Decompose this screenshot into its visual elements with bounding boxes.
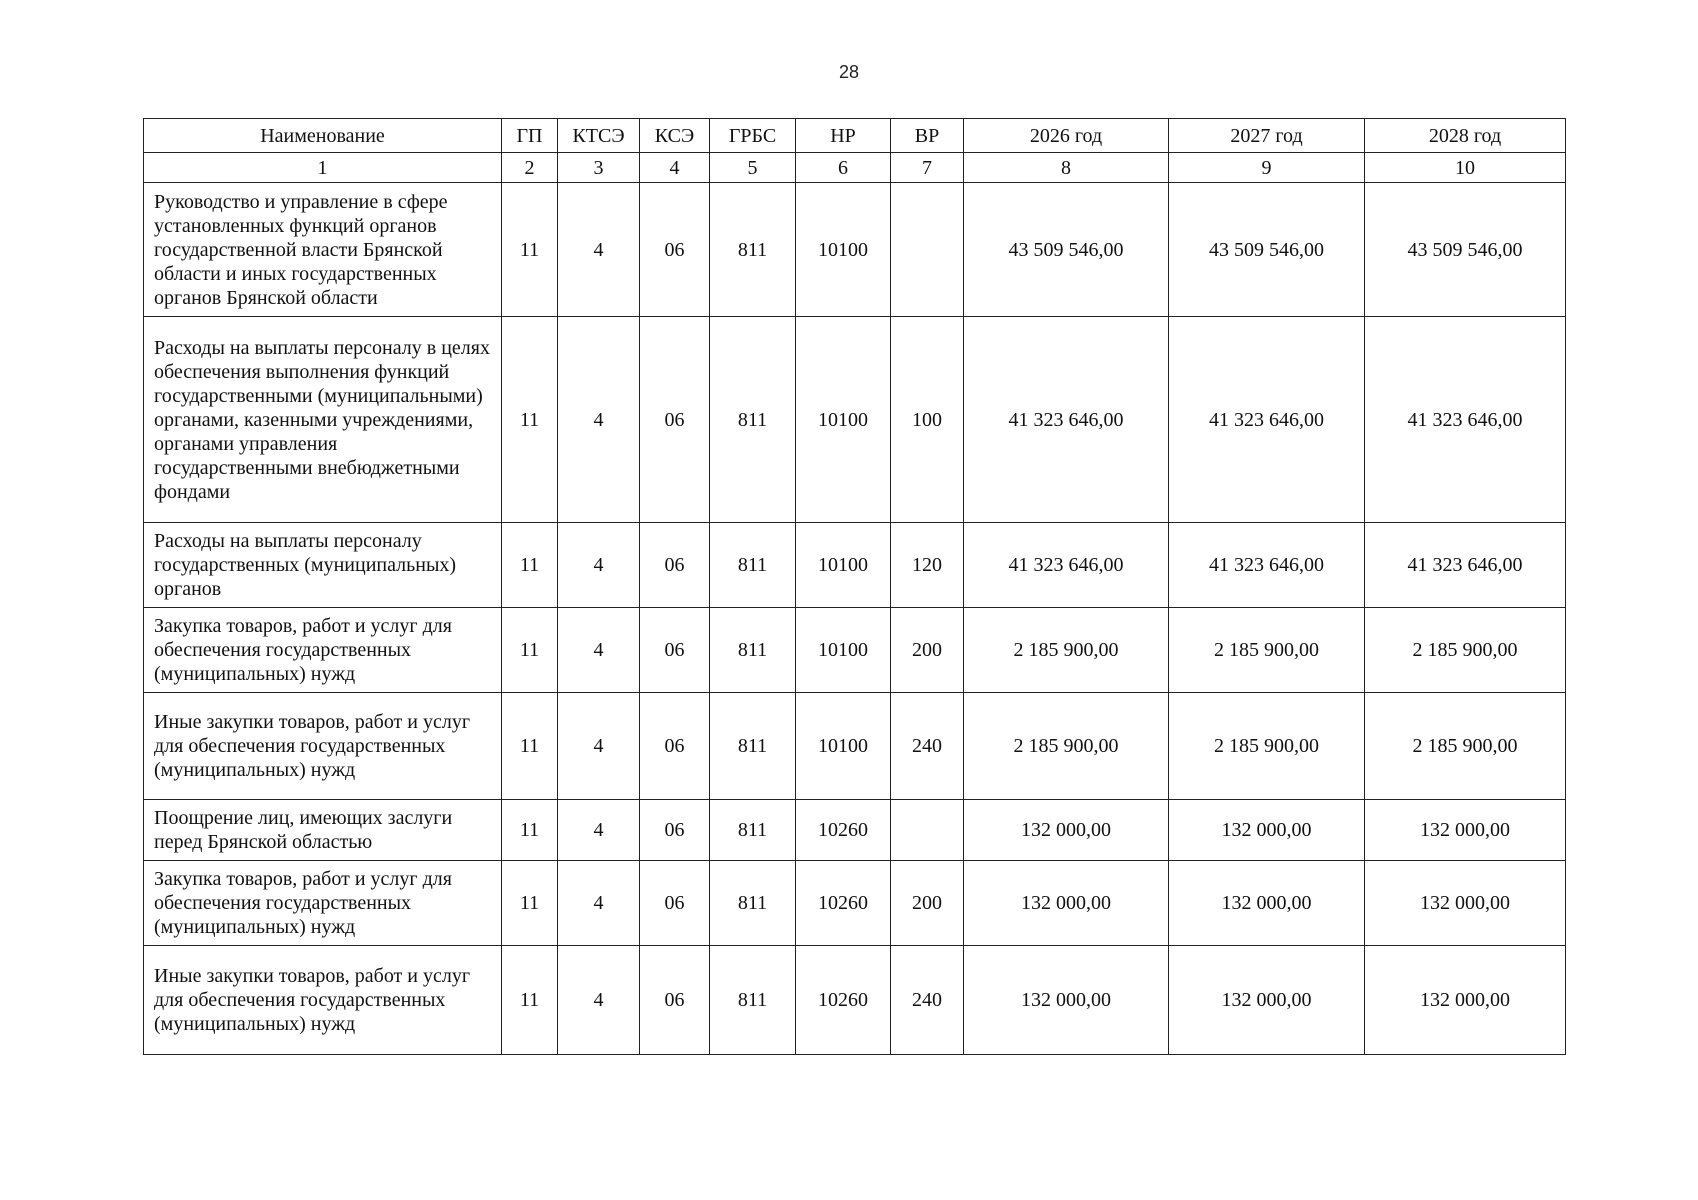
- header-2027: 2027 год: [1169, 119, 1365, 153]
- row-name: Расходы на выплаты персоналу в целях обеспечения выполнения функций государственными (муниципальными) органами, казенными учреждениями, органами управления государственными внебюджетными фондами: [144, 317, 502, 523]
- page-number: 28: [838, 62, 860, 82]
- row-grbs: 811: [710, 946, 796, 1055]
- row-2026: 43 509 546,00: [964, 183, 1169, 317]
- row-nr: 10260: [796, 946, 891, 1055]
- row-ktse: 4: [558, 800, 640, 861]
- row-gp: 11: [502, 523, 558, 608]
- row-name: Иные закупки товаров, работ и услуг для обеспечения государственных (муниципальных) нужд: [144, 693, 502, 800]
- row-2027: 41 323 646,00: [1169, 317, 1365, 523]
- row-vr: 120: [891, 523, 964, 608]
- row-ktse: 4: [558, 523, 640, 608]
- row-gp: 11: [502, 608, 558, 693]
- header-nr: НР: [796, 119, 891, 153]
- column-number: 10: [1365, 153, 1566, 183]
- column-number: 2: [502, 153, 558, 183]
- row-grbs: 811: [710, 183, 796, 317]
- row-vr: 200: [891, 608, 964, 693]
- table-row: [144, 523, 1566, 608]
- row-2027: 132 000,00: [1169, 861, 1365, 946]
- table-row: [144, 693, 1566, 800]
- row-gp: 11: [502, 800, 558, 861]
- row-name: Иные закупки товаров, работ и услуг для обеспечения государственных (муниципальных) нужд: [144, 946, 502, 1055]
- row-2027: 132 000,00: [1169, 946, 1365, 1055]
- header-name: Наименование: [144, 119, 502, 153]
- row-kse: 06: [640, 317, 710, 523]
- row-ktse: 4: [558, 693, 640, 800]
- row-vr: 240: [891, 693, 964, 800]
- row-2028: 41 323 646,00: [1365, 317, 1566, 523]
- row-ktse: 4: [558, 317, 640, 523]
- row-2028: 41 323 646,00: [1365, 523, 1566, 608]
- row-gp: 11: [502, 946, 558, 1055]
- row-2026: 2 185 900,00: [964, 693, 1169, 800]
- row-grbs: 811: [710, 693, 796, 800]
- row-2028: 2 185 900,00: [1365, 608, 1566, 693]
- row-2028: 2 185 900,00: [1365, 693, 1566, 800]
- row-gp: 11: [502, 183, 558, 317]
- row-2026: 132 000,00: [964, 861, 1169, 946]
- row-2026: 132 000,00: [964, 946, 1169, 1055]
- row-ktse: 4: [558, 608, 640, 693]
- row-name: Закупка товаров, работ и услуг для обеспечения государственных (муниципальных) нужд: [144, 861, 502, 946]
- budget-table: [143, 118, 1566, 1055]
- row-name: Расходы на выплаты персоналу государственных (муниципальных) органов: [144, 523, 502, 608]
- column-number: 9: [1169, 153, 1365, 183]
- header-kse: КСЭ: [640, 119, 710, 153]
- row-kse: 06: [640, 608, 710, 693]
- header-2028: 2028 год: [1365, 119, 1566, 153]
- row-gp: 11: [502, 317, 558, 523]
- row-ktse: 4: [558, 861, 640, 946]
- row-ktse: 4: [558, 183, 640, 317]
- row-nr: 10100: [796, 523, 891, 608]
- column-number: 8: [964, 153, 1169, 183]
- table-row: [144, 861, 1566, 946]
- row-name: Руководство и управление в сфере установленных функций органов государственной власти Брянской области и иных государственных органов Брянской области: [144, 183, 502, 317]
- row-grbs: 811: [710, 861, 796, 946]
- row-2026: 41 323 646,00: [964, 317, 1169, 523]
- row-nr: 10100: [796, 608, 891, 693]
- row-2028: 132 000,00: [1365, 800, 1566, 861]
- row-gp: 11: [502, 861, 558, 946]
- column-number: 4: [640, 153, 710, 183]
- row-gp: 11: [502, 693, 558, 800]
- row-kse: 06: [640, 800, 710, 861]
- column-number: 3: [558, 153, 640, 183]
- header-grbs: ГРБС: [710, 119, 796, 153]
- row-nr: 10260: [796, 861, 891, 946]
- column-number: 7: [891, 153, 964, 183]
- row-2026: 2 185 900,00: [964, 608, 1169, 693]
- table-row: [144, 946, 1566, 1055]
- row-nr: 10100: [796, 317, 891, 523]
- row-2027: 43 509 546,00: [1169, 183, 1365, 317]
- row-vr: 100: [891, 317, 964, 523]
- column-number: 6: [796, 153, 891, 183]
- header-row: [144, 119, 1566, 153]
- row-2027: 2 185 900,00: [1169, 693, 1365, 800]
- row-nr: 10100: [796, 183, 891, 317]
- header-vr: ВР: [891, 119, 964, 153]
- header-gp: ГП: [502, 119, 558, 153]
- row-vr: 240: [891, 946, 964, 1055]
- row-2027: 41 323 646,00: [1169, 523, 1365, 608]
- header-ktse: КТСЭ: [558, 119, 640, 153]
- row-grbs: 811: [710, 608, 796, 693]
- row-vr: [891, 800, 964, 861]
- row-2027: 2 185 900,00: [1169, 608, 1365, 693]
- row-kse: 06: [640, 693, 710, 800]
- header-2026: 2026 год: [964, 119, 1169, 153]
- row-nr: 10260: [796, 800, 891, 861]
- row-2026: 41 323 646,00: [964, 523, 1169, 608]
- row-grbs: 811: [710, 317, 796, 523]
- table-row: [144, 608, 1566, 693]
- row-vr: [891, 183, 964, 317]
- row-kse: 06: [640, 946, 710, 1055]
- row-2027: 132 000,00: [1169, 800, 1365, 861]
- row-2028: 132 000,00: [1365, 946, 1566, 1055]
- row-2028: 43 509 546,00: [1365, 183, 1566, 317]
- column-number: 5: [710, 153, 796, 183]
- column-number-row: [144, 153, 1566, 183]
- row-vr: 200: [891, 861, 964, 946]
- row-ktse: 4: [558, 946, 640, 1055]
- row-kse: 06: [640, 183, 710, 317]
- table-row: [144, 800, 1566, 861]
- row-kse: 06: [640, 523, 710, 608]
- row-grbs: 811: [710, 800, 796, 861]
- row-name: Поощрение лиц, имеющих заслуги перед Брянской областью: [144, 800, 502, 861]
- table-row: [144, 317, 1566, 523]
- row-name: Закупка товаров, работ и услуг для обеспечения государственных (муниципальных) нужд: [144, 608, 502, 693]
- table-row: [144, 183, 1566, 317]
- row-2026: 132 000,00: [964, 800, 1169, 861]
- column-number: 1: [144, 153, 502, 183]
- row-grbs: 811: [710, 523, 796, 608]
- row-kse: 06: [640, 861, 710, 946]
- row-nr: 10100: [796, 693, 891, 800]
- row-2028: 132 000,00: [1365, 861, 1566, 946]
